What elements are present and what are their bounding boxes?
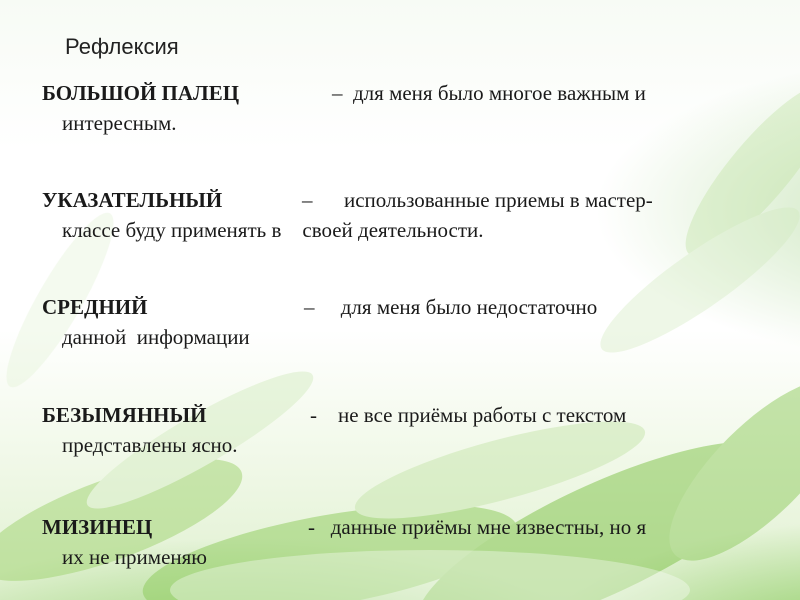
entry-text-continuation: интересным. (62, 111, 177, 135)
entry-text: данные приёмы мне известны, но я (330, 515, 647, 539)
entry-dash: - (308, 515, 315, 539)
entry-index (42, 185, 762, 245)
entry-middle (42, 292, 762, 352)
entry-little (42, 512, 762, 572)
entry-dash: - (310, 403, 317, 427)
entry-term: БОЛЬШОЙ ПАЛЕЦ (42, 81, 240, 105)
entry-term: СРЕДНИЙ (42, 295, 148, 319)
entry-term: МИЗИНЕЦ (42, 515, 153, 539)
entry-dash: – (302, 188, 313, 212)
entry-text-continuation: данной информации (62, 325, 250, 349)
entry-text: использованные приемы в мастер- (344, 188, 653, 212)
entry-text: для меня было недостаточно (340, 295, 598, 319)
slide-title: Рефлексия (65, 34, 179, 59)
entry-dash: – (304, 295, 315, 319)
entry-thumb (42, 78, 762, 138)
entry-text: не все приёмы работы с текстом (338, 403, 627, 427)
entry-term: УКАЗАТЕЛЬНЫЙ (42, 188, 223, 212)
entry-text-continuation: представлены ясно. (62, 433, 238, 457)
entry-text-continuation: классе буду применять в своей деятельности. (62, 218, 484, 242)
entry-text: для меня было многое важным и (353, 81, 646, 105)
entry-dash: – (332, 81, 343, 105)
entry-text-continuation: их не применяю (62, 545, 207, 569)
entry-ring (42, 400, 762, 460)
entry-term: БЕЗЫМЯННЫЙ (42, 403, 207, 427)
